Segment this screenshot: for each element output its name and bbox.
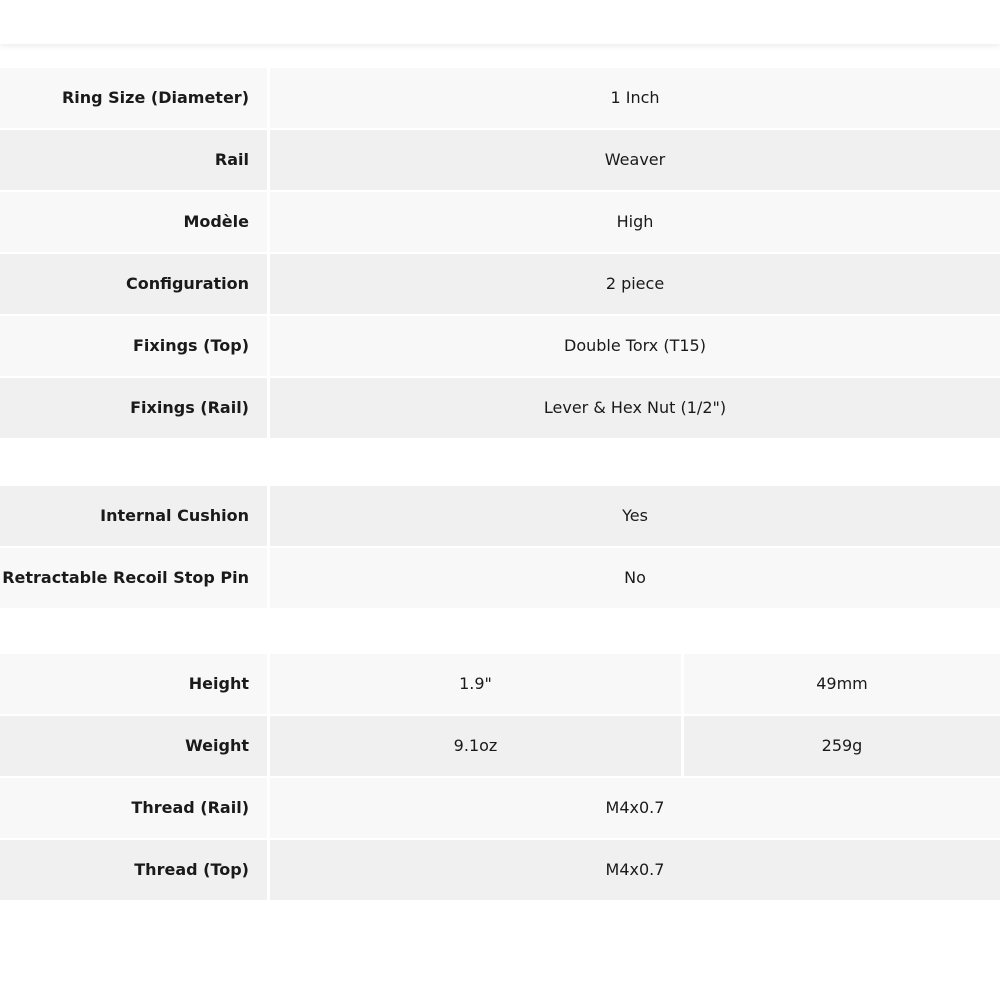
table-row <box>0 68 1000 128</box>
spec-label: Thread (Top) <box>0 840 270 900</box>
spec-table-features <box>0 486 1000 610</box>
table-row <box>0 254 1000 314</box>
table-row <box>0 654 1000 714</box>
spec-value-imperial: 1.9" <box>270 654 684 714</box>
spec-table-mounting <box>0 68 1000 440</box>
table-row <box>0 548 1000 608</box>
table-row <box>0 130 1000 190</box>
spec-value-metric: 49mm <box>816 674 868 693</box>
table-row <box>0 316 1000 376</box>
spec-label: Thread (Rail) <box>0 778 270 838</box>
table-row <box>0 192 1000 252</box>
spec-value-metric: 259g <box>821 736 863 755</box>
spec-value: Double Torx (T15) <box>564 336 706 355</box>
spec-value: Lever & Hex Nut (1/2") <box>543 398 727 417</box>
spec-value: Weaver <box>604 150 666 169</box>
spec-value: Yes <box>622 506 648 525</box>
spec-label: Configuration <box>0 254 270 314</box>
spec-value: High <box>616 212 654 231</box>
spec-table-dimensions <box>0 654 1000 902</box>
spec-value: No <box>624 568 646 587</box>
spec-label: Weight <box>0 716 270 776</box>
spec-label: Modèle <box>0 192 270 252</box>
spec-value-imperial: 9.1oz <box>270 716 684 776</box>
spec-label: Ring Size (Diameter) <box>0 68 270 128</box>
spec-value: M4x0.7 <box>605 860 665 879</box>
table-row <box>0 378 1000 438</box>
spec-label: Height <box>0 654 270 714</box>
table-row <box>0 486 1000 546</box>
spec-value: 1 Inch <box>610 88 660 107</box>
top-header-bar <box>0 0 1000 44</box>
spec-value: 2 piece <box>605 274 665 293</box>
table-row <box>0 778 1000 838</box>
spec-value: M4x0.7 <box>605 798 665 817</box>
table-row <box>0 840 1000 900</box>
spec-label: Fixings (Rail) <box>0 378 270 438</box>
spec-label: Retractable Recoil Stop Pin <box>0 548 270 608</box>
spec-label: Internal Cushion <box>0 486 270 546</box>
spec-label: Rail <box>0 130 270 190</box>
spec-label: Fixings (Top) <box>0 316 270 376</box>
table-row <box>0 716 1000 776</box>
